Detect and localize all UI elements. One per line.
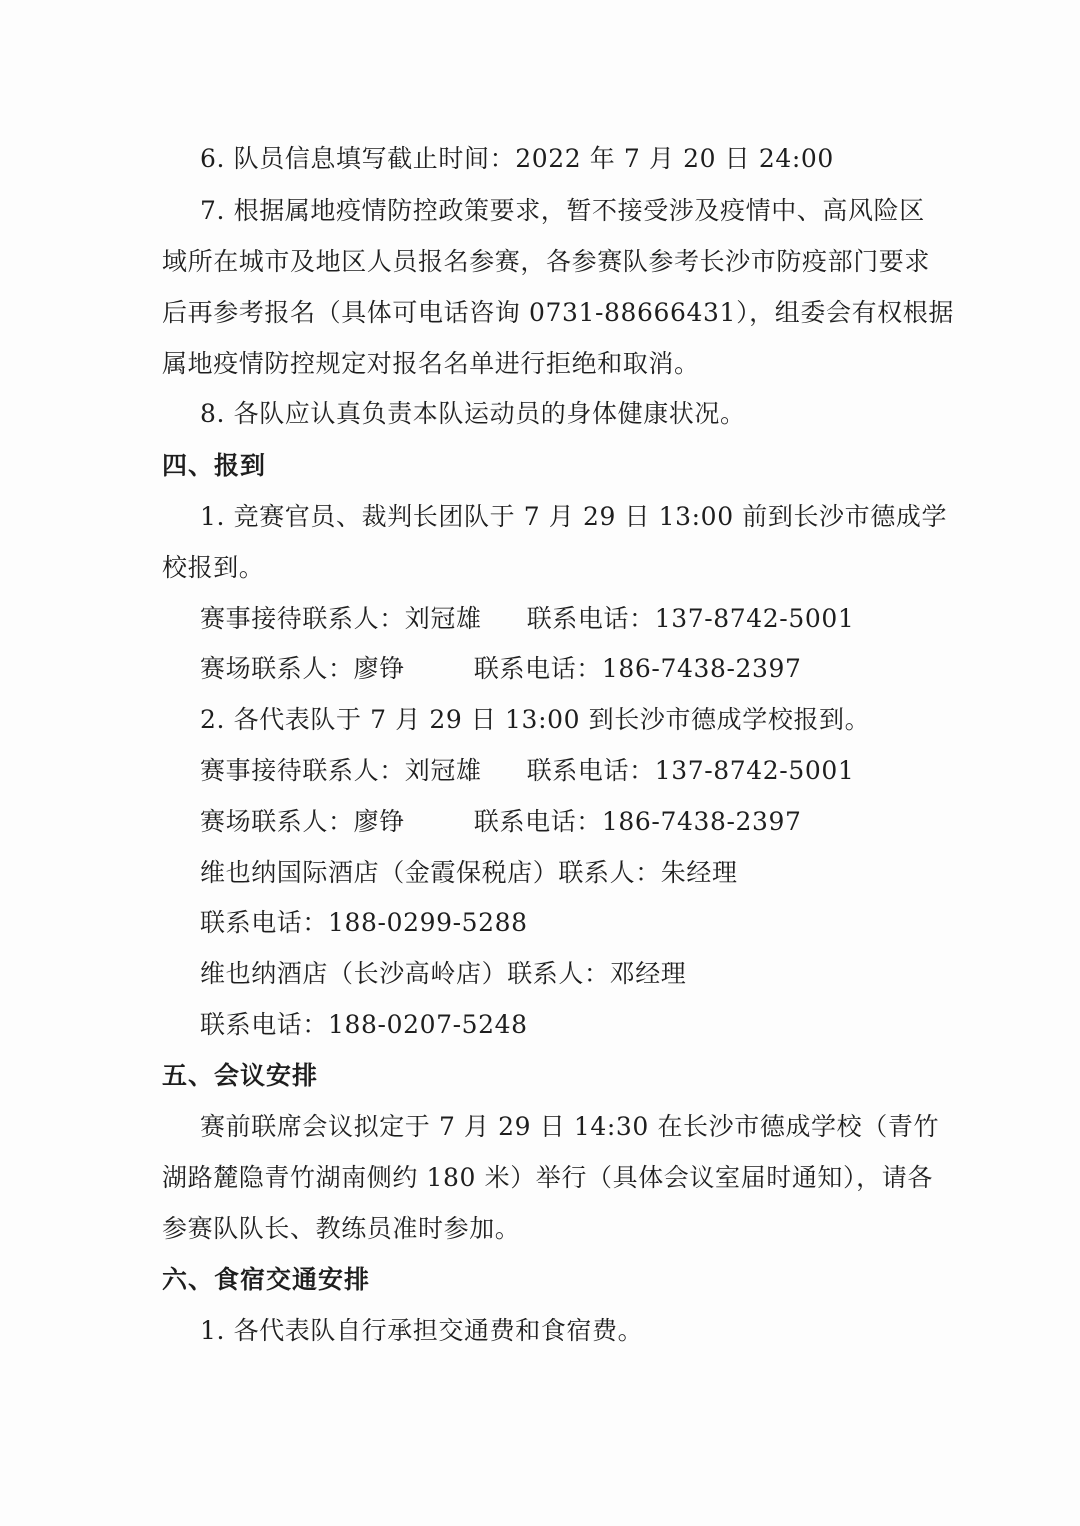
- section-heading-6: 六、食宿交通安排: [162, 1265, 371, 1294]
- contact-row-reception-2: [200, 754, 920, 788]
- checkin-item-1-line-1: 1. 竞赛官员、裁判长团队于 7 月 29 日 13:00 前到长沙市德成学: [200, 502, 948, 531]
- item-7-line-2: 域所在城市及地区人员报名参赛，各参赛队参考长沙市防疫部门要求: [162, 247, 931, 276]
- item-7-line-1: 7. 根据属地疫情防控政策要求，暂不接受涉及疫情中、高风险区: [200, 196, 925, 225]
- section-heading-4: 四、报到: [162, 451, 267, 480]
- contact-row-venue-2: [200, 805, 920, 839]
- contact-name: 赛事接待联系人：刘冠雄: [200, 756, 482, 785]
- meeting-line-1: 赛前联席会议拟定于 7 月 29 日 14:30 在长沙市德成学校（青竹: [200, 1112, 940, 1141]
- contact-phone: 联系电话：137-8742-5001: [526, 756, 855, 785]
- checkin-item-2: 2. 各代表队于 7 月 29 日 13:00 到长沙市德成学校报到。: [200, 705, 871, 734]
- contact-name: 赛场联系人：廖铮: [200, 654, 405, 683]
- item-7-line-3: 后再参考报名（具体可电话咨询 0731-88666431），组委会有权根据: [162, 298, 954, 327]
- item-6-deadline: 6. 队员信息填写截止时间：2022 年 7 月 20 日 24:00: [200, 144, 834, 173]
- meeting-line-3: 参赛队队长、教练员准时参加。: [162, 1214, 521, 1243]
- hotel-1-contact: 维也纳国际酒店（金霞保税店）联系人：朱经理: [200, 858, 738, 887]
- contact-row-venue-1: [200, 652, 920, 686]
- contact-row-reception-1: [200, 602, 920, 636]
- contact-phone: 联系电话：186-7438-2397: [473, 654, 802, 683]
- transport-item-1: 1. 各代表队自行承担交通费和食宿费。: [200, 1316, 644, 1345]
- item-8-health: 8. 各队应认真负责本队运动员的身体健康状况。: [200, 399, 746, 428]
- hotel-2-contact: 维也纳酒店（长沙高岭店）联系人：邓经理: [200, 959, 687, 988]
- contact-name: 赛事接待联系人：刘冠雄: [200, 604, 482, 633]
- hotel-1-phone: 联系电话：188-0299-5288: [200, 908, 528, 937]
- contact-phone: 联系电话：186-7438-2397: [473, 807, 802, 836]
- item-7-line-4: 属地疫情防控规定对报名名单进行拒绝和取消。: [162, 349, 700, 378]
- contact-name: 赛场联系人：廖铮: [200, 807, 405, 836]
- checkin-item-1-line-2: 校报到。: [162, 553, 265, 582]
- section-heading-5: 五、会议安排: [162, 1061, 319, 1090]
- hotel-2-phone: 联系电话：188-0207-5248: [200, 1010, 528, 1039]
- contact-phone: 联系电话：137-8742-5001: [526, 604, 855, 633]
- meeting-line-2: 湖路麓隐青竹湖南侧约 180 米）举行（具体会议室届时通知），请各: [162, 1163, 933, 1192]
